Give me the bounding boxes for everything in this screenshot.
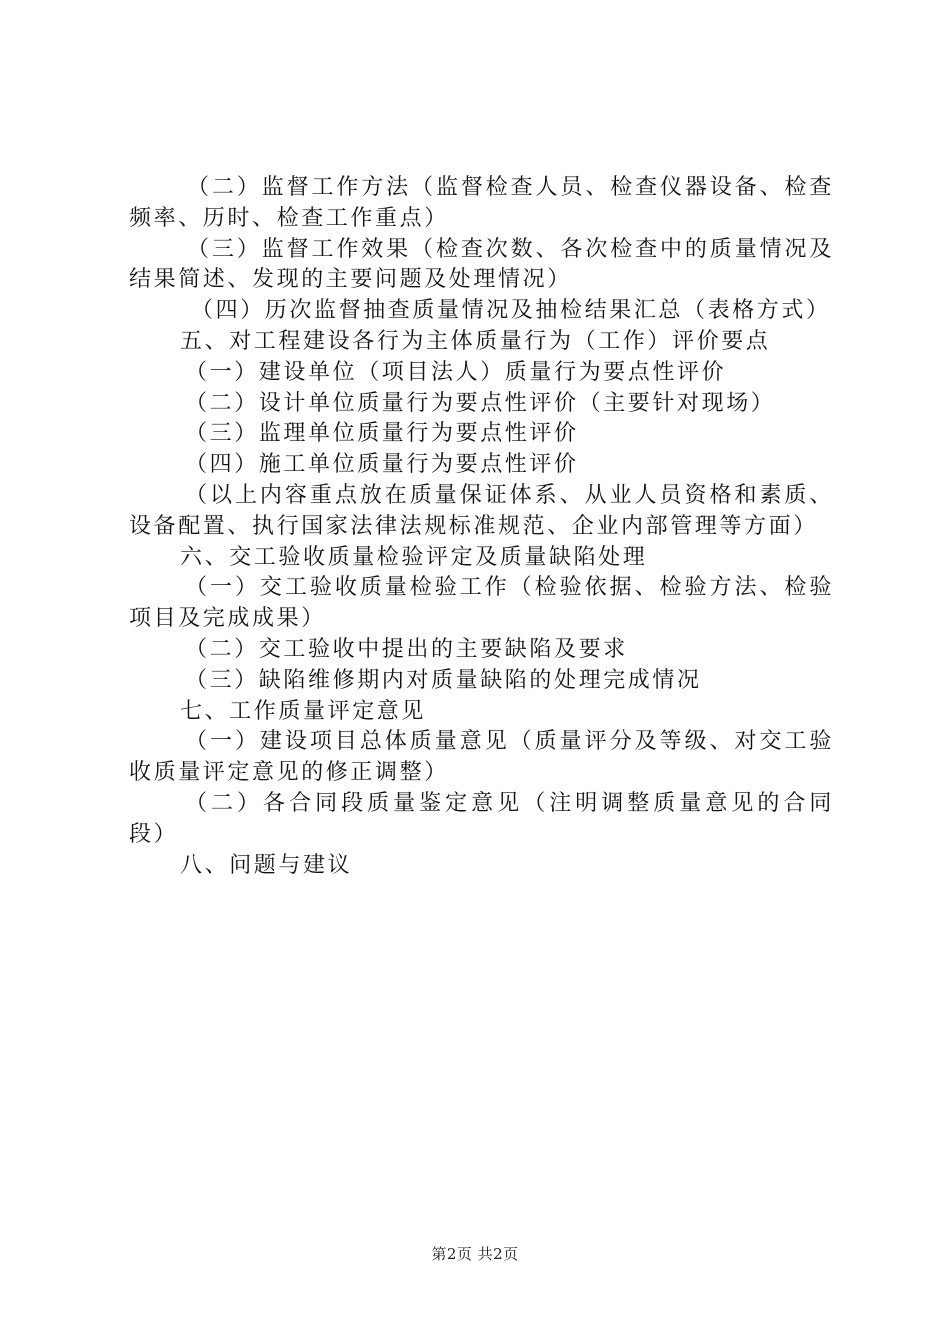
paragraph-p11: （一）交工验收质量检验工作（检验依据、检验方法、检验项目及完成成果） xyxy=(129,575,834,632)
paragraph-p8: （四）施工单位质量行为要点性评价 xyxy=(185,452,579,478)
paragraph-p17: 八、问题与建议 xyxy=(180,852,353,878)
paragraph-p14: 七、工作质量评定意见 xyxy=(180,698,427,724)
document-body xyxy=(129,173,834,881)
paragraph-p1: （二）监督工作方法（监督检查人员、检查仪器设备、检查频率、历时、检查工作重点） xyxy=(129,175,834,231)
paragraph-p16: （二）各合同段质量鉴定意见（注明调整质量意见的合同段） xyxy=(129,790,834,847)
paragraph-p3: （四）历次监督抽查质量情况及抽检结果汇总（表格方式） xyxy=(191,298,831,324)
paragraph-p5: （一）建设单位（项目法人）质量行为要点性评价 xyxy=(185,359,727,385)
page-footer: 第2页 共2页 xyxy=(431,1245,519,1263)
paragraph-p15: （一）建设项目总体质量意见（质量评分及等级、对交工验收质量评定意见的修正调整） xyxy=(129,729,834,786)
paragraph-p9: （以上内容重点放在质量保证体系、从业人员资格和素质、设备配置、执行国家法律法规标准规范、企业内部管理等方面） xyxy=(129,482,834,539)
paragraph-p2: （三）监督工作效果（检查次数、各次检查中的质量情况及结果简述、发现的主要问题及处理情况） xyxy=(129,236,834,293)
paragraph-p7: （三）监理单位质量行为要点性评价 xyxy=(185,421,579,447)
paragraph-p4: 五、对工程建设各行为主体质量行为（工作）评价要点 xyxy=(180,328,771,354)
paragraph-p12: （二）交工验收中提出的主要缺陷及要求 xyxy=(185,636,628,662)
paragraph-p6: （二）设计单位质量行为要点性评价（主要针对现场） xyxy=(185,390,776,416)
paragraph-p13: （三）缺陷维修期内对质量缺陷的处理完成情况 xyxy=(185,667,702,693)
paragraph-p10: 六、交工验收质量检验评定及质量缺陷处理 xyxy=(180,544,648,570)
